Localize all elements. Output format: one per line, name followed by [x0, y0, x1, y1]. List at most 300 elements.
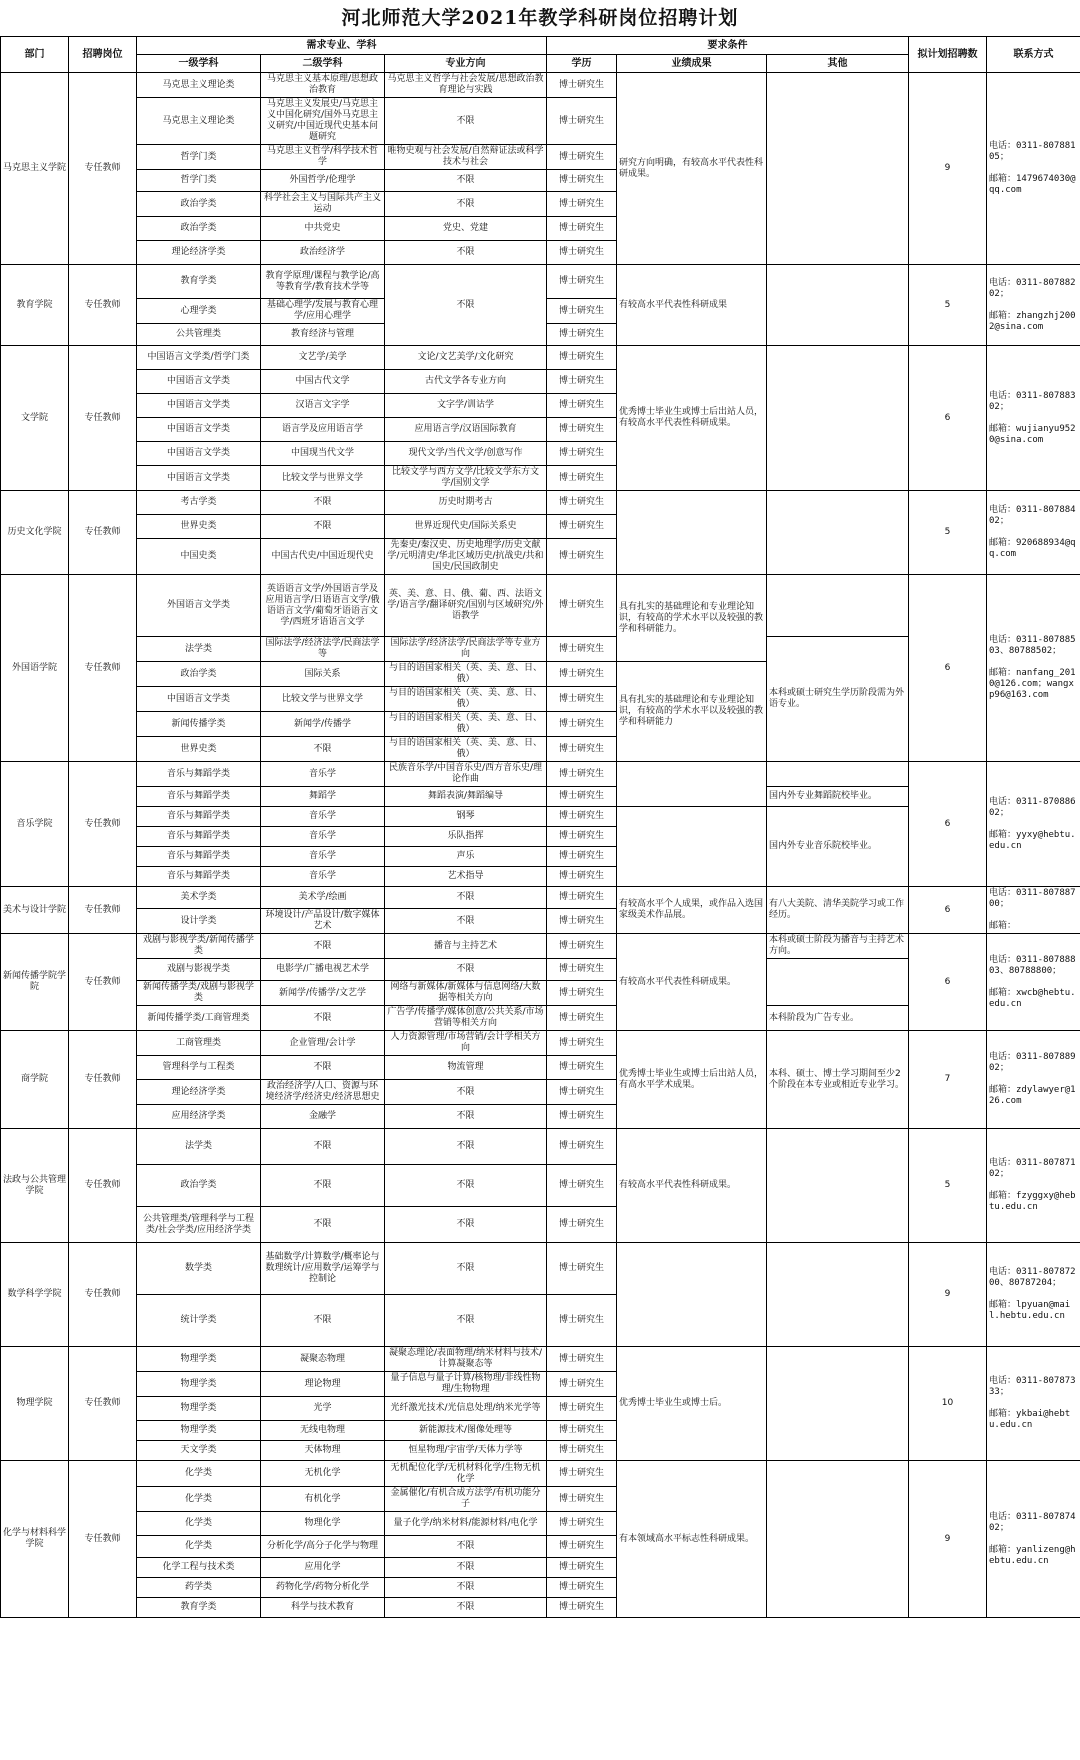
- dept-cell: 美术与设计学院: [1, 887, 69, 934]
- post-cell: 专任教师: [69, 73, 137, 265]
- degree-cell: 博士研究生: [547, 1558, 617, 1578]
- direction-cell: 不限: [385, 1080, 547, 1105]
- direction-cell: 人力资源管理/市场营销/会计学相关方向: [385, 1031, 547, 1056]
- degree-cell: 博士研究生: [547, 1461, 617, 1487]
- l1-cell: 音乐与舞蹈学类: [137, 807, 261, 827]
- degree-cell: 博士研究生: [547, 1080, 617, 1105]
- l2-cell: 语言学及应用语言学: [261, 418, 385, 442]
- other-cell: [767, 491, 909, 575]
- degree-cell: 博士研究生: [547, 1512, 617, 1536]
- other-cell: [767, 1461, 909, 1618]
- count-cell: 9: [909, 1461, 987, 1618]
- direction-cell: 文论/文艺美学/文化研究: [385, 346, 547, 370]
- l2-cell: 汉语言文字学: [261, 394, 385, 418]
- degree-cell: 博士研究生: [547, 575, 617, 637]
- dept-cell: 文学院: [1, 346, 69, 491]
- table-row: [1, 887, 1080, 909]
- contact-cell: 电话：0311-80788700； 邮箱：: [987, 887, 1080, 934]
- post-cell: 专任教师: [69, 575, 137, 762]
- l2-cell: 不限: [261, 1165, 385, 1207]
- post-cell: 专任教师: [69, 1461, 137, 1618]
- table-row: [1, 1031, 1080, 1056]
- achievement-cell: 优秀博士毕业生或博士后出站人员，有较高水平代表性科研成果。: [617, 346, 767, 491]
- degree-cell: 博士研究生: [547, 827, 617, 847]
- table-row: [1, 762, 1080, 787]
- l2-cell: 有机化学: [261, 1487, 385, 1512]
- l2-cell: 教育经济与管理: [261, 324, 385, 346]
- table-row: [1, 1243, 1080, 1295]
- dept-cell: 历史文化学院: [1, 491, 69, 575]
- l2-cell: 光学: [261, 1397, 385, 1421]
- recruitment-table: [0, 36, 1080, 1618]
- table-row: [1, 1129, 1080, 1165]
- l2-cell: 英语语言文学/外国语言学及应用语言学/日语语言文学/俄语语言文学/葡萄牙语语言文学/西班牙语语言文学: [261, 575, 385, 637]
- dept-cell: 法政与公共管理学院: [1, 1129, 69, 1243]
- l2-cell: 政治经济学/人口、资源与环境经济学/经济史/经济思想史: [261, 1080, 385, 1105]
- direction-cell: 不限: [385, 909, 547, 934]
- header-l2: 二级学科: [261, 55, 385, 73]
- l1-cell: 中国语言文学类: [137, 370, 261, 394]
- l2-cell: 文艺学/美学: [261, 346, 385, 370]
- other-cell: 本科阶段为广告专业。: [767, 1006, 909, 1031]
- direction-cell: 不限: [385, 192, 547, 217]
- degree-cell: 博士研究生: [547, 1372, 617, 1397]
- other-cell: [767, 959, 909, 1006]
- degree-cell: 博士研究生: [547, 1421, 617, 1441]
- l1-cell: 教育学类: [137, 265, 261, 299]
- l1-cell: 药学类: [137, 1578, 261, 1598]
- l1-cell: 美术学类: [137, 887, 261, 909]
- l1-cell: 化学类: [137, 1536, 261, 1558]
- other-cell: [767, 1129, 909, 1243]
- direction-cell: 与目的语国家相关（英、美、意、日、俄）: [385, 737, 547, 762]
- degree-cell: 博士研究生: [547, 1105, 617, 1129]
- direction-cell: 播音与主持艺术: [385, 934, 547, 959]
- post-cell: 专任教师: [69, 1347, 137, 1461]
- direction-cell: 马克思主义哲学与社会发展/思想政治教育理论与实践: [385, 73, 547, 98]
- l1-cell: 心理学类: [137, 299, 261, 324]
- l1-cell: 考古学类: [137, 491, 261, 515]
- other-cell: [767, 575, 909, 637]
- direction-cell: 不限: [385, 170, 547, 192]
- degree-cell: 博士研究生: [547, 394, 617, 418]
- contact-cell: 电话：0311-80788902； 邮箱：zdylawyer@126.com: [987, 1031, 1080, 1129]
- post-cell: 专任教师: [69, 1129, 137, 1243]
- count-cell: 10: [909, 1347, 987, 1461]
- degree-cell: 博士研究生: [547, 1441, 617, 1461]
- direction-cell: 比较文学与西方文学/比较文学东方文学/国别文学: [385, 466, 547, 491]
- l2-cell: 不限: [261, 1129, 385, 1165]
- direction-cell: 与目的语国家相关（英、美、意、日、俄）: [385, 662, 547, 687]
- l2-cell: 音乐学: [261, 847, 385, 867]
- degree-cell: 博士研究生: [547, 370, 617, 394]
- l2-cell: 音乐学: [261, 807, 385, 827]
- l1-cell: 马克思主义理论类: [137, 73, 261, 98]
- header-other: 其他: [767, 55, 909, 73]
- degree-cell: 博士研究生: [547, 712, 617, 737]
- l1-cell: 教育学类: [137, 1598, 261, 1618]
- l1-cell: 世界史类: [137, 515, 261, 539]
- l2-cell: 电影学/广播电视艺术学: [261, 959, 385, 981]
- l2-cell: 中共党史: [261, 217, 385, 241]
- l1-cell: 音乐与舞蹈学类: [137, 827, 261, 847]
- l2-cell: 不限: [261, 1207, 385, 1243]
- dept-cell: 马克思主义学院: [1, 73, 69, 265]
- achievement-cell: 具有扎实的基础理论和专业理论知识，有较高的学术水平以及较强的教学和科研能力。: [617, 575, 767, 662]
- l1-cell: 化学类: [137, 1461, 261, 1487]
- l1-cell: 理论经济学类: [137, 1080, 261, 1105]
- direction-cell: 英、美、意、日、俄、葡、西、法语文学/语言学/翻译研究/国别与区域研究/外语教学: [385, 575, 547, 637]
- degree-cell: 博士研究生: [547, 807, 617, 827]
- header-contact: 联系方式: [987, 37, 1080, 73]
- l1-cell: 管理科学与工程类: [137, 1056, 261, 1080]
- header-major-group: 需求专业、学科: [137, 37, 547, 55]
- l2-cell: 基础心理学/发展与教育心理学/应用心理学: [261, 299, 385, 324]
- count-cell: 7: [909, 1031, 987, 1129]
- l1-cell: 政治学类: [137, 217, 261, 241]
- dept-cell: 物理学院: [1, 1347, 69, 1461]
- l2-cell: 中国古代史/中国近现代史: [261, 539, 385, 575]
- degree-cell: 博士研究生: [547, 934, 617, 959]
- direction-cell: 不限: [385, 1105, 547, 1129]
- degree-cell: 博士研究生: [547, 324, 617, 346]
- table-row: [1, 73, 1080, 98]
- count-cell: 6: [909, 762, 987, 887]
- achievement-cell: [617, 807, 767, 887]
- achievement-cell: [617, 1243, 767, 1347]
- table-row: [1, 1347, 1080, 1372]
- direction-cell: 世界近现代史/国际关系史: [385, 515, 547, 539]
- l1-cell: 公共管理类: [137, 324, 261, 346]
- l2-cell: 金融学: [261, 1105, 385, 1129]
- degree-cell: 博士研究生: [547, 73, 617, 98]
- l2-cell: 不限: [261, 1056, 385, 1080]
- l1-cell: 法学类: [137, 637, 261, 662]
- direction-cell: 古代文学各专业方向: [385, 370, 547, 394]
- l1-cell: 新闻传播学类/工商管理类: [137, 1006, 261, 1031]
- achievement-cell: 具有扎实的基础理论和专业理论知识，有较高的学术水平以及较强的教学和科研能力: [617, 662, 767, 762]
- degree-cell: 博士研究生: [547, 145, 617, 170]
- degree-cell: 博士研究生: [547, 539, 617, 575]
- l2-cell: 科学与技术教育: [261, 1598, 385, 1618]
- degree-cell: 博士研究生: [547, 346, 617, 370]
- degree-cell: 博士研究生: [547, 887, 617, 909]
- achievement-cell: [617, 491, 767, 575]
- degree-cell: 博士研究生: [547, 959, 617, 981]
- direction-cell: 应用语言学/汉语国际教育: [385, 418, 547, 442]
- direction-cell: 量子信息与量子计算/核物理/非线性物理/生物物理: [385, 1372, 547, 1397]
- l2-cell: 音乐学: [261, 762, 385, 787]
- l1-cell: 物理学类: [137, 1421, 261, 1441]
- l2-cell: 天体物理: [261, 1441, 385, 1461]
- direction-cell: 不限: [385, 241, 547, 265]
- direction-cell: 民族音乐学/中国音乐史/西方音乐史/理论作曲: [385, 762, 547, 787]
- direction-cell: 不限: [385, 1207, 547, 1243]
- post-cell: 专任教师: [69, 934, 137, 1031]
- degree-cell: 博士研究生: [547, 98, 617, 145]
- achievement-cell: 有较高水平个人成果，或作品入选国家级美术作品展。: [617, 887, 767, 934]
- l2-cell: 不限: [261, 1295, 385, 1347]
- degree-cell: 博士研究生: [547, 1487, 617, 1512]
- dept-cell: 化学与材料科学学院: [1, 1461, 69, 1618]
- l2-cell: 音乐学: [261, 867, 385, 887]
- l2-cell: 政治经济学: [261, 241, 385, 265]
- direction-cell: 历史时期考古: [385, 491, 547, 515]
- page-title: 河北师范大学2021年教学科研岗位招聘计划: [341, 7, 739, 29]
- l2-cell: 马克思主义哲学/科学技术哲学: [261, 145, 385, 170]
- table-row: [1, 491, 1080, 515]
- post-cell: 专任教师: [69, 491, 137, 575]
- l2-cell: 药物化学/药物分析化学: [261, 1578, 385, 1598]
- l2-cell: 比较文学与世界文学: [261, 466, 385, 491]
- l1-cell: 天文学类: [137, 1441, 261, 1461]
- direction-cell: 不限: [385, 1558, 547, 1578]
- direction-cell: 物流管理: [385, 1056, 547, 1080]
- other-cell: 国内外专业舞蹈院校毕业。: [767, 787, 909, 807]
- direction-cell: 艺术指导: [385, 867, 547, 887]
- achievement-cell: 有较高水平代表性科研成果。: [617, 1129, 767, 1243]
- l2-cell: 新闻学/传播学: [261, 712, 385, 737]
- l1-cell: 音乐与舞蹈学类: [137, 787, 261, 807]
- degree-cell: 博士研究生: [547, 265, 617, 299]
- l2-cell: 国际关系: [261, 662, 385, 687]
- post-cell: 专任教师: [69, 1243, 137, 1347]
- l2-cell: 分析化学/高分子化学与物理: [261, 1536, 385, 1558]
- l2-cell: 舞蹈学: [261, 787, 385, 807]
- direction-cell: 不限: [385, 1243, 547, 1295]
- count-cell: 9: [909, 1243, 987, 1347]
- count-cell: 9: [909, 73, 987, 265]
- direction-cell: 无机配位化学/无机材料化学/生物无机化学: [385, 1461, 547, 1487]
- l1-cell: 化学类: [137, 1512, 261, 1536]
- count-cell: 5: [909, 265, 987, 346]
- direction-cell: 量子化学/纳米材料/能源材料/电化学: [385, 1512, 547, 1536]
- l1-cell: 数学类: [137, 1243, 261, 1295]
- degree-cell: 博士研究生: [547, 787, 617, 807]
- direction-cell: 不限: [385, 887, 547, 909]
- contact-cell: 电话：0311-87088602； 邮箱：yyxy@hebtu.edu.cn: [987, 762, 1080, 887]
- header-l1: 一级学科: [137, 55, 261, 73]
- l1-cell: 马克思主义理论类: [137, 98, 261, 145]
- dept-cell: 新闻传播学院学院: [1, 934, 69, 1031]
- other-cell: 本科或硕士阶段为播音与主持艺术方向。: [767, 934, 909, 959]
- l1-cell: 政治学类: [137, 1165, 261, 1207]
- degree-cell: 博士研究生: [547, 847, 617, 867]
- l1-cell: 新闻传播学类: [137, 712, 261, 737]
- degree-cell: 博士研究生: [547, 515, 617, 539]
- direction-cell: 不限: [385, 265, 547, 346]
- achievement-cell: 优秀博士毕业生或博士后。: [617, 1347, 767, 1461]
- degree-cell: 博士研究生: [547, 1397, 617, 1421]
- l1-cell: 哲学门类: [137, 170, 261, 192]
- degree-cell: 博士研究生: [547, 1578, 617, 1598]
- degree-cell: 博士研究生: [547, 170, 617, 192]
- degree-cell: 博士研究生: [547, 418, 617, 442]
- degree-cell: 博士研究生: [547, 466, 617, 491]
- header-achieve: 业绩成果: [617, 55, 767, 73]
- l1-cell: 哲学门类: [137, 145, 261, 170]
- l2-cell: 音乐学: [261, 827, 385, 847]
- other-cell: 国内外专业音乐院校毕业。: [767, 807, 909, 887]
- post-cell: 专任教师: [69, 265, 137, 346]
- degree-cell: 博士研究生: [547, 192, 617, 217]
- l2-cell: 应用化学: [261, 1558, 385, 1578]
- degree-cell: 博士研究生: [547, 1006, 617, 1031]
- contact-cell: 电话：0311-80788803、80788800； 邮箱：xwcb@hebtu.edu.cn: [987, 934, 1080, 1031]
- l2-cell: 物理化学: [261, 1512, 385, 1536]
- degree-cell: 博士研究生: [547, 1056, 617, 1080]
- l2-cell: 环境设计/产品设计/数字媒体艺术: [261, 909, 385, 934]
- degree-cell: 博士研究生: [547, 909, 617, 934]
- direction-cell: 不限: [385, 1295, 547, 1347]
- degree-cell: 博士研究生: [547, 737, 617, 762]
- direction-cell: 钢琴: [385, 807, 547, 827]
- header-post: 招聘岗位: [69, 37, 137, 73]
- l1-cell: 化学工程与技术类: [137, 1558, 261, 1578]
- degree-cell: 博士研究生: [547, 662, 617, 687]
- l2-cell: 基础数学/计算数学/概率论与数理统计/应用数学/运筹学与控制论: [261, 1243, 385, 1295]
- count-cell: 6: [909, 887, 987, 934]
- table-row: [1, 575, 1080, 637]
- direction-cell: 不限: [385, 1165, 547, 1207]
- l1-cell: 中国语言文学类: [137, 466, 261, 491]
- table-body: [1, 73, 1080, 1618]
- post-cell: 专任教师: [69, 346, 137, 491]
- l1-cell: 工商管理类: [137, 1031, 261, 1056]
- header-direction: 专业方向: [385, 55, 547, 73]
- l2-cell: 比较文学与世界文学: [261, 687, 385, 712]
- header-dept: 部门: [1, 37, 69, 73]
- l2-cell: 无线电物理: [261, 1421, 385, 1441]
- post-cell: 专任教师: [69, 762, 137, 887]
- degree-cell: 博士研究生: [547, 217, 617, 241]
- degree-cell: 博士研究生: [547, 1207, 617, 1243]
- l1-cell: 政治学类: [137, 662, 261, 687]
- direction-cell: 不限: [385, 1598, 547, 1618]
- achievement-cell: 研究方向明确，有较高水平代表性科研成果。: [617, 73, 767, 265]
- l2-cell: 理论物理: [261, 1372, 385, 1397]
- l2-cell: 中国现当代文学: [261, 442, 385, 466]
- header-req-group: 要求条件: [547, 37, 909, 55]
- l2-cell: 科学社会主义与国际共产主义运动: [261, 192, 385, 217]
- l1-cell: 中国语言文学类: [137, 394, 261, 418]
- l1-cell: 新闻传播学类/戏剧与影视学类: [137, 981, 261, 1006]
- l2-cell: 不限: [261, 515, 385, 539]
- l1-cell: 物理学类: [137, 1347, 261, 1372]
- l2-cell: 新闻学/传播学/文艺学: [261, 981, 385, 1006]
- other-cell: 本科、硕士、博士学习期间至少2个阶段在本专业或相近专业学习。: [767, 1031, 909, 1129]
- post-cell: 专任教师: [69, 1031, 137, 1129]
- l1-cell: 戏剧与影视学类/新闻传播学类: [137, 934, 261, 959]
- direction-cell: 党史、党建: [385, 217, 547, 241]
- count-cell: 5: [909, 491, 987, 575]
- direction-cell: 光纤激光技术/光信息处理/纳米光学等: [385, 1397, 547, 1421]
- l2-cell: 不限: [261, 491, 385, 515]
- l1-cell: 中国史类: [137, 539, 261, 575]
- l2-cell: 不限: [261, 737, 385, 762]
- dept-cell: 外国语学院: [1, 575, 69, 762]
- post-cell: 专任教师: [69, 887, 137, 934]
- contact-cell: 电话：0311-80788202； 邮箱：zhangzhj2002@sina.com: [987, 265, 1080, 346]
- dept-cell: 音乐学院: [1, 762, 69, 887]
- direction-cell: 不限: [385, 1536, 547, 1558]
- contact-cell: 电话：0311-80787200、80787204； 邮箱：lpyuan@mail.hebtu.edu.cn: [987, 1243, 1080, 1347]
- other-cell: [767, 73, 909, 265]
- direction-cell: 现代文学/当代文学/创意写作: [385, 442, 547, 466]
- l2-cell: 马克思主义基本原理/思想政治教育: [261, 73, 385, 98]
- l1-cell: 化学类: [137, 1487, 261, 1512]
- l1-cell: 音乐与舞蹈学类: [137, 762, 261, 787]
- achievement-cell: 有较高水平代表性科研成果: [617, 265, 767, 346]
- direction-cell: 乐队指挥: [385, 827, 547, 847]
- l1-cell: 世界史类: [137, 737, 261, 762]
- contact-cell: 电话：0311-80787102； 邮箱：fzyggxy@hebtu.edu.cn: [987, 1129, 1080, 1243]
- l1-cell: 外国语言文学类: [137, 575, 261, 637]
- l1-cell: 音乐与舞蹈学类: [137, 867, 261, 887]
- count-cell: 6: [909, 934, 987, 1031]
- direction-cell: 唯物史观与社会发展/自然辩证法或科学技术与社会: [385, 145, 547, 170]
- header-degree: 学历: [547, 55, 617, 73]
- contact-cell: 电话：0311-80788503、80788502； 邮箱：nanfang_2010@126.com；wangxp96@163.com: [987, 575, 1080, 762]
- achievement-cell: 优秀博士毕业生或博士后出站人员，有高水平学术成果。: [617, 1031, 767, 1129]
- l2-cell: 马克思主义发展史/马克思主义中国化研究/国外马克思主义研究/中国近现代史基本问题研究: [261, 98, 385, 145]
- count-cell: 6: [909, 346, 987, 491]
- other-cell: 本科或硕士研究生学历阶段需为外语专业。: [767, 637, 909, 762]
- degree-cell: 博士研究生: [547, 981, 617, 1006]
- direction-cell: 不限: [385, 1129, 547, 1165]
- degree-cell: 博士研究生: [547, 1295, 617, 1347]
- direction-cell: 与目的语国家相关（英、美、意、日、俄）: [385, 712, 547, 737]
- contact-cell: 电话：0311-80787333； 邮箱：ykbai@hebtu.edu.cn: [987, 1347, 1080, 1461]
- count-cell: 6: [909, 575, 987, 762]
- l1-cell: 中国语言文学类/哲学门类: [137, 346, 261, 370]
- l1-cell: 中国语言文学类: [137, 687, 261, 712]
- table-row: [1, 265, 1080, 299]
- l1-cell: 物理学类: [137, 1397, 261, 1421]
- l1-cell: 统计学类: [137, 1295, 261, 1347]
- l2-cell: 凝聚态物理: [261, 1347, 385, 1372]
- degree-cell: 博士研究生: [547, 1598, 617, 1618]
- contact-cell: 电话：0311-80788302； 邮箱：wujianyu9520@sina.com: [987, 346, 1080, 491]
- l1-cell: 设计学类: [137, 909, 261, 934]
- other-cell: [767, 1347, 909, 1461]
- direction-cell: 网络与新媒体/新媒体与信息网络/大数据等相关方向: [385, 981, 547, 1006]
- direction-cell: 凝聚态理论/表面物理/纳米材料与技术/计算凝聚态等: [385, 1347, 547, 1372]
- degree-cell: 博士研究生: [547, 687, 617, 712]
- direction-cell: 文字学/训诂学: [385, 394, 547, 418]
- direction-cell: 不限: [385, 98, 547, 145]
- direction-cell: 先秦史/秦汉史、历史地理学/历史文献学/元明清史/华北区域历史/抗战史/共和国史/民国政制史: [385, 539, 547, 575]
- count-cell: 5: [909, 1129, 987, 1243]
- achievement-cell: 有较高水平代表性科研成果。: [617, 934, 767, 1031]
- degree-cell: 博士研究生: [547, 442, 617, 466]
- direction-cell: 声乐: [385, 847, 547, 867]
- other-cell: [767, 346, 909, 491]
- dept-cell: 数学科学学院: [1, 1243, 69, 1347]
- l2-cell: 无机化学: [261, 1461, 385, 1487]
- direction-cell: 恒星物理/宇宙学/天体力学等: [385, 1441, 547, 1461]
- l1-cell: 理论经济学类: [137, 241, 261, 265]
- degree-cell: 博士研究生: [547, 241, 617, 265]
- contact-cell: 电话：0311-80788402； 邮箱：920688934@qq.com: [987, 491, 1080, 575]
- l1-cell: 法学类: [137, 1129, 261, 1165]
- header-count: 拟计划招聘数: [909, 37, 987, 73]
- direction-cell: 不限: [385, 1578, 547, 1598]
- contact-cell: 电话：0311-80788105； 邮箱：1479674030@qq.com: [987, 73, 1080, 265]
- l2-cell: 中国古代文学: [261, 370, 385, 394]
- contact-cell: 电话：0311-80787402； 邮箱：yanlizeng@hebtu.edu.cn: [987, 1461, 1080, 1618]
- l1-cell: 音乐与舞蹈学类: [137, 847, 261, 867]
